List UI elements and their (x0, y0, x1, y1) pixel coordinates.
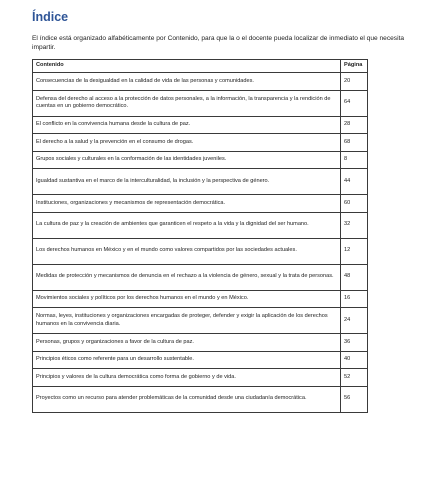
index-table (32, 59, 368, 413)
row-page-number: 60 (341, 195, 368, 213)
row-content: Instituciones, organizaciones y mecanismos de representación democrática. (33, 195, 341, 213)
intro-paragraph: El índice está organizado alfabéticamente por Contenido, para que la o el docente pueda localizar de inmediato el que necesita impartir. (32, 35, 405, 51)
row-page-number: 68 (341, 134, 368, 152)
table-row (33, 116, 368, 134)
row-page-number: 8 (341, 151, 368, 169)
table-row (33, 238, 368, 264)
table-row (33, 264, 368, 290)
table-row (33, 369, 368, 387)
table-row (33, 134, 368, 152)
table-row (33, 351, 368, 369)
index-table-header-row (33, 60, 368, 73)
row-content: Normas, leyes, instituciones y organizaciones encargadas de proteger, defender y exigir la aplicación de los derechos humanos en la convivencia diaria. (33, 308, 341, 334)
row-content: Proyectos como un recurso para atender problemáticas de la comunidad desde una ciudadanía democrática. (33, 386, 341, 412)
row-content: Grupos sociales y culturales en la conformación de las identidades juveniles. (33, 151, 341, 169)
row-page-number: 24 (341, 308, 368, 334)
page-title: Índice (32, 10, 69, 24)
table-row (33, 151, 368, 169)
column-header-content: Contenido (33, 60, 341, 73)
row-page-number: 36 (341, 334, 368, 352)
row-page-number: 12 (341, 238, 368, 264)
row-page-number: 20 (341, 73, 368, 91)
table-row (33, 212, 368, 238)
row-content: El conflicto en la convivencia humana desde la cultura de paz. (33, 116, 341, 134)
row-content: Igualdad sustantiva en el marco de la interculturalidad, la inclusión y la perspectiva de género. (33, 169, 341, 195)
table-row (33, 90, 368, 116)
row-content: Principios y valores de la cultura democrática como forma de gobierno y de vida. (33, 369, 341, 387)
row-page-number: 28 (341, 116, 368, 134)
row-page-number: 44 (341, 169, 368, 195)
row-content: Defensa del derecho al acceso a la protección de datos personales, a la información, la transparencia y la rendición de cuentas en un gobierno democrático. (33, 90, 341, 116)
row-content: Medidas de protección y mecanismos de denuncia en el rechazo a la violencia de género, sexual y la trata de personas. (33, 264, 341, 290)
row-page-number: 64 (341, 90, 368, 116)
document-page (32, 0, 410, 413)
row-page-number: 40 (341, 351, 368, 369)
column-header-page: Página (341, 60, 368, 73)
row-page-number: 56 (341, 386, 368, 412)
row-page-number: 16 (341, 290, 368, 308)
row-page-number: 48 (341, 264, 368, 290)
table-row (33, 195, 368, 213)
row-content: El derecho a la salud y la prevención en el consumo de drogas. (33, 134, 341, 152)
row-content: Movimientos sociales y políticos por los derechos humanos en el mundo y en México. (33, 290, 341, 308)
row-page-number: 32 (341, 212, 368, 238)
row-content: La cultura de paz y la creación de ambientes que garanticen el respeto a la vida y la dignidad del ser humano. (33, 212, 341, 238)
row-content: Personas, grupos y organizaciones a favor de la cultura de paz. (33, 334, 341, 352)
table-row (33, 334, 368, 352)
index-table-body (33, 73, 368, 413)
row-content: Los derechos humanos en México y en el mundo como valores compartidos por las sociedades actuales. (33, 238, 341, 264)
row-page-number: 52 (341, 369, 368, 387)
table-row (33, 169, 368, 195)
row-content: Consecuencias de la desigualdad en la calidad de vida de las personas y comunidades. (33, 73, 341, 91)
table-row (33, 73, 368, 91)
table-row (33, 386, 368, 412)
row-content: Principios éticos como referente para un desarrollo sustentable. (33, 351, 341, 369)
table-row (33, 308, 368, 334)
table-row (33, 290, 368, 308)
